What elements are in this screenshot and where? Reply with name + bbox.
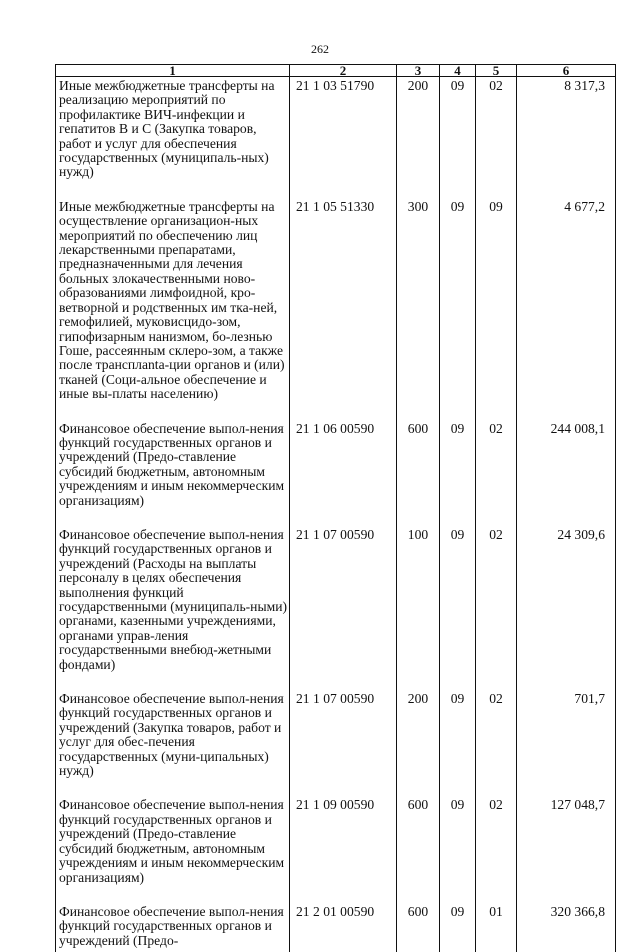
column-header: 5 xyxy=(476,65,517,77)
classification-code: 21 1 03 51790 xyxy=(290,77,397,198)
expense-type-code: 600 xyxy=(397,903,440,952)
section-code: 09 xyxy=(440,903,476,952)
subsection-code: 09 xyxy=(476,198,517,420)
expense-name: Финансовое обеспечение выпол-нения функций государственных органов и учреждений (Предо-ставление субсидий бюджетным, автономным учреждениям и иным некоммерческим организациям) xyxy=(56,420,290,526)
amount: 24 309,6 xyxy=(517,526,616,690)
table-row xyxy=(56,420,616,526)
expense-type-code: 100 xyxy=(397,526,440,690)
amount: 4 677,2 xyxy=(517,198,616,420)
expense-type-code: 300 xyxy=(397,198,440,420)
column-header: 2 xyxy=(290,65,397,77)
table-row xyxy=(56,198,616,420)
expense-name: Иные межбюджетные трансферты на осуществление организацион-ных мероприятий по обеспечению лиц лекарственными препаратами, предназначенными для лечения больных злокачественными ново-образованиями лимфоидной, кро-ветворной и родственных им тка-ней, гемофилией, муковисцидо-зом, гипофизарным нанизмом, бо-лезнью Гоше, рассеянным склеро-зом, а также после трансплanta-ции органов и (или) тканей (Соци-альное обеспечение и иные вы-платы населению) xyxy=(56,198,290,420)
column-header: 6 xyxy=(517,65,616,77)
expense-name: Финансовое обеспечение выпол-нения функций государственных органов и учреждений (Закупка товаров, работ и услуг для обес-печения государственных (муни-ципальных) нужд) xyxy=(56,690,290,796)
expense-name: Иные межбюджетные трансферты на реализацию мероприятий по профилактике ВИЧ-инфекции и гепатитов В и С (Закупка товаров, работ и услуг для обеспечения государственных (муниципаль-ных) нужд) xyxy=(56,77,290,198)
expense-name: Финансовое обеспечение выпол-нения функций государственных органов и учреждений (Расходы на выплаты персоналу в целях обеспечения выполнения функций государственными (муниципаль-ными) органами, казенными учреждениями, органами управ-ления государственными внебюд-жетными фондами) xyxy=(56,526,290,690)
table-row xyxy=(56,77,616,198)
table-header-row xyxy=(56,65,616,77)
expense-type-code: 200 xyxy=(397,690,440,796)
subsection-code: 02 xyxy=(476,690,517,796)
page-number: 262 xyxy=(311,42,329,56)
expense-type-code: 200 xyxy=(397,77,440,198)
section-code: 09 xyxy=(440,198,476,420)
classification-code: 21 1 07 00590 xyxy=(290,690,397,796)
expense-type-code: 600 xyxy=(397,420,440,526)
classification-code: 21 1 09 00590 xyxy=(290,796,397,902)
column-header: 4 xyxy=(440,65,476,77)
table-row xyxy=(56,796,616,902)
expense-name: Финансовое обеспечение выпол-нения функций государственных органов и учреждений (Предо-ставление субсидий бюджетным, автономным учреждениям и иным некоммерческим организациям) xyxy=(56,796,290,902)
column-header: 1 xyxy=(56,65,290,77)
subsection-code: 02 xyxy=(476,420,517,526)
classification-code: 21 1 07 00590 xyxy=(290,526,397,690)
subsection-code: 02 xyxy=(476,796,517,902)
classification-code: 21 2 01 00590 xyxy=(290,903,397,952)
section-code: 09 xyxy=(440,420,476,526)
section-code: 09 xyxy=(440,690,476,796)
table-row xyxy=(56,690,616,796)
section-code: 09 xyxy=(440,796,476,902)
table-row xyxy=(56,526,616,690)
subsection-code: 02 xyxy=(476,77,517,198)
budget-table xyxy=(55,64,616,952)
amount: 244 008,1 xyxy=(517,420,616,526)
classification-code: 21 1 05 51330 xyxy=(290,198,397,420)
column-header: 3 xyxy=(397,65,440,77)
section-code: 09 xyxy=(440,526,476,690)
amount: 320 366,8 xyxy=(517,903,616,952)
amount: 8 317,3 xyxy=(517,77,616,198)
section-code: 09 xyxy=(440,77,476,198)
classification-code: 21 1 06 00590 xyxy=(290,420,397,526)
amount: 701,7 xyxy=(517,690,616,796)
expense-name: Финансовое обеспечение выпол-нения функций государственных органов и учреждений (Предо- xyxy=(56,903,290,952)
expense-type-code: 600 xyxy=(397,796,440,902)
amount: 127 048,7 xyxy=(517,796,616,902)
table-row xyxy=(56,903,616,952)
subsection-code: 01 xyxy=(476,903,517,952)
subsection-code: 02 xyxy=(476,526,517,690)
